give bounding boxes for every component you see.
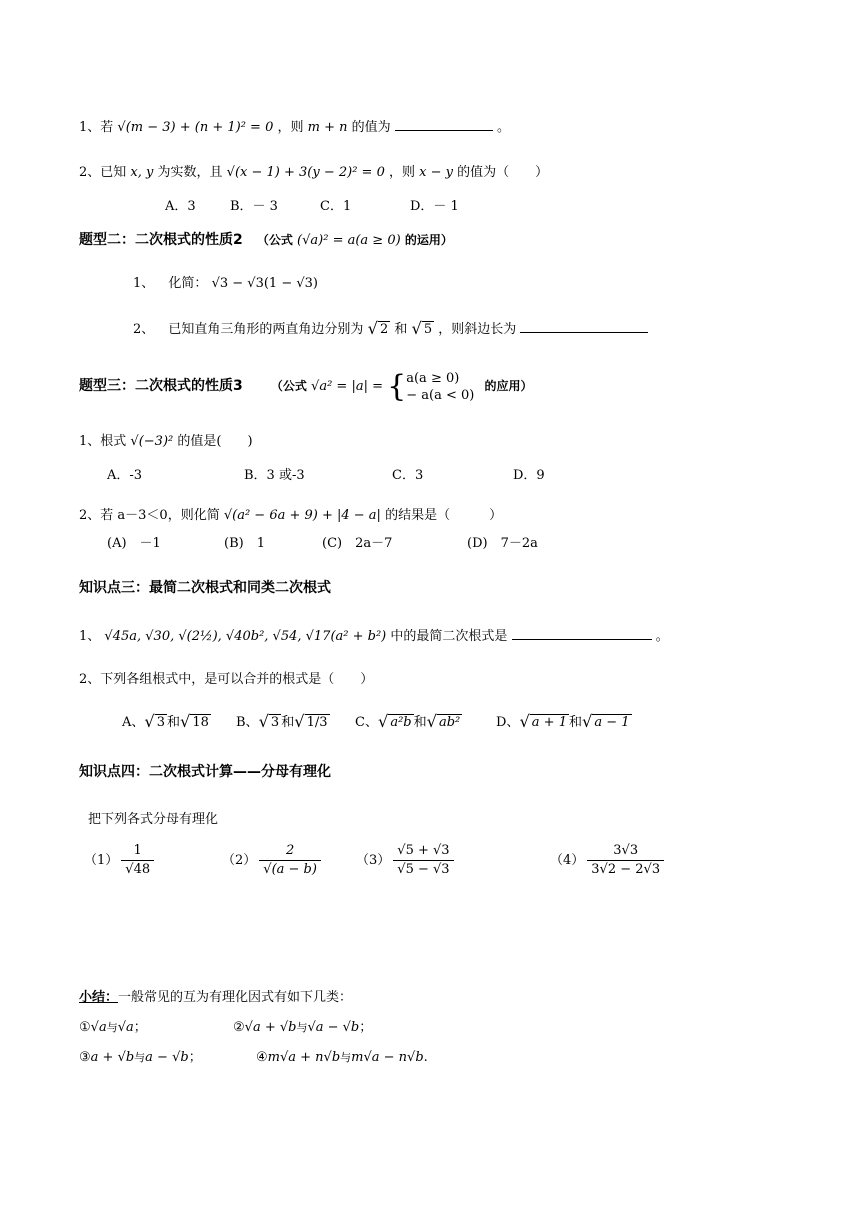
summary-item-2	[233, 1018, 372, 1038]
section-5-item-4	[550, 838, 667, 884]
question-2	[79, 163, 548, 183]
question-1-end: 。	[496, 120, 510, 135]
summary-item-with: 与	[296, 1021, 308, 1034]
option-label: B、	[236, 715, 259, 730]
section-3-question-2-option-a: (A) －1	[107, 536, 161, 551]
section-3-question-2	[79, 506, 502, 526]
option-label: A、	[122, 715, 145, 730]
summary-item-3	[79, 1048, 202, 1068]
section-3-question-1	[79, 432, 253, 452]
answer-blank[interactable]	[395, 118, 493, 131]
radicand: 3	[156, 714, 166, 730]
section-2-item-1-num: 1、	[133, 276, 155, 291]
section-2-item-2-radicand-1: 2	[379, 321, 389, 337]
section-2-title: 题型二：二次根式的性质2	[79, 232, 243, 248]
question-1-suffix: ，则	[277, 120, 304, 135]
summary-item-mark: ③	[79, 1050, 91, 1065]
section-2-item-2-tail: ，则斜边长为	[438, 322, 517, 337]
radical	[367, 318, 391, 338]
fraction-denominator: √5 − √3	[393, 860, 453, 878]
section-2-item-1-expr: √3 − √3(1 − √3)	[211, 276, 318, 291]
question-2-option-c: C．1	[320, 199, 352, 214]
radical-sign: √	[258, 711, 269, 731]
summary-item-a: √a	[90, 1020, 107, 1035]
radical	[411, 318, 435, 338]
summary-item-a: m√a + n√b	[267, 1050, 341, 1065]
case-1: a(a ≥ 0)	[406, 370, 460, 386]
item-label: （2）	[222, 853, 257, 868]
option-and: 和	[281, 715, 295, 730]
fraction-denominator: √(a − b)	[259, 860, 321, 878]
section-4-question-1-end: 。	[655, 629, 669, 644]
section-3-note-suffix: 的应用）	[484, 379, 533, 393]
section-4-question-1-list: √45a, √30, √(2½), √40b², √54, √17(a² + b²)	[104, 629, 387, 644]
radical-sign: √	[519, 711, 530, 731]
summary-item-mark: ④	[256, 1050, 268, 1065]
question-2-mid: 为实数，且	[157, 165, 223, 180]
radical-sign: √	[144, 711, 155, 731]
summary-heading	[79, 988, 352, 1008]
case-2: − a(a < 0)	[406, 387, 475, 403]
section-3-question-1-option-c: C．3	[392, 468, 424, 483]
section-2-item-2-and: 和	[394, 322, 408, 337]
section-3-question-2-option-c: (C) 2a－7	[322, 536, 393, 551]
summary-item-end: .	[423, 1050, 428, 1065]
summary-item-b: m√a − n√b	[351, 1050, 424, 1065]
section-4-option-b	[236, 713, 330, 733]
question-2-option-a: A．3	[165, 199, 196, 214]
summary-item-end: ；	[359, 1020, 373, 1035]
fraction-numerator: √5 + √3	[397, 843, 450, 859]
question-1-tail: 的值为	[351, 120, 391, 135]
section-3-question-2-tail: 的结果是（ ）	[385, 508, 503, 523]
question-2-suffix: ，则	[388, 165, 415, 180]
summary-item-mark: ①	[79, 1020, 91, 1035]
section-3-note-prefix: （公式	[270, 379, 307, 393]
section-5-instruction: 把下列各式分母有理化	[88, 812, 219, 827]
section-3-question-2-expr: √(a² − 6a + 9) + |4 − a|	[223, 508, 381, 523]
section-3-question-1-expr: √(−3)²	[130, 434, 174, 449]
fraction-numerator: 3√3	[613, 843, 639, 859]
section-2-heading	[79, 230, 453, 251]
section-4-question-2: 2、下列各组根式中，是可以合并的根式是（ ）	[79, 672, 374, 687]
fraction	[393, 843, 453, 877]
summary-item-4	[256, 1048, 428, 1068]
question-2-tail: 的值为（ ）	[457, 165, 549, 180]
section-3-question-1-prefix: 1、根式	[79, 434, 127, 449]
question-2-equation: √(x − 1) + 3(y − 2)² = 0	[226, 165, 385, 180]
summary-item-b: √a	[117, 1020, 134, 1035]
section-5-item-3	[356, 838, 457, 884]
radical-sign: √	[294, 711, 305, 731]
radical	[377, 711, 414, 731]
question-1-target: m + n	[307, 120, 348, 135]
item-label: （4）	[550, 853, 585, 868]
section-2-item-2-radicand-2: 5	[423, 321, 433, 337]
section-3-question-1-tail: 的值是( )	[177, 434, 253, 449]
item-label: （3）	[356, 853, 391, 868]
fraction	[587, 843, 664, 877]
question-2-target: x − y	[419, 165, 453, 180]
radical-sign: √	[426, 711, 437, 731]
answer-blank[interactable]	[520, 320, 648, 333]
radicand: a²b	[390, 714, 412, 730]
summary-title: 小结：	[79, 990, 119, 1005]
summary-item-mark: ②	[233, 1020, 245, 1035]
section-3-question-1-option-b: B．3 或-3	[244, 468, 305, 483]
summary-item-with: 与	[134, 1051, 146, 1064]
summary-item-with: 与	[106, 1021, 118, 1034]
section-3-title: 题型三：二次根式的性质3	[79, 378, 243, 394]
radical	[258, 711, 282, 731]
question-2-prefix: 2、已知	[79, 165, 127, 180]
summary-text: 一般常见的互为有理化因式有如下几类：	[118, 990, 353, 1005]
question-2-option-d: D．－ 1	[410, 199, 459, 214]
radicand: a − 1	[594, 714, 630, 730]
option-and: 和	[568, 715, 582, 730]
radicand: 3	[270, 714, 280, 730]
summary-item-b: √a − √b	[307, 1020, 360, 1035]
question-2-option-b: B．－ 3	[230, 199, 278, 214]
option-label: D、	[496, 715, 520, 730]
section-3-question-1-option-a: A．-3	[107, 468, 143, 483]
section-3-question-2-option-d: (D) 7－2a	[467, 536, 538, 551]
option-and: 和	[413, 715, 427, 730]
section-4-title: 知识点三：最简二次根式和同类二次根式	[79, 580, 331, 596]
section-5-item-1	[84, 838, 157, 884]
cases	[406, 370, 474, 404]
radical	[144, 711, 167, 731]
section-3-question-2-option-b: (B) 1	[224, 536, 265, 551]
section-4-option-c	[355, 713, 462, 733]
section-3-question-2-prefix: 2、若 a－3＜0，则化简	[79, 508, 220, 523]
summary-item-end: ；	[188, 1050, 202, 1065]
radicand: 18	[192, 714, 209, 730]
section-3-formula-left: √a² = |a| =	[311, 379, 383, 394]
option-and: 和	[167, 715, 181, 730]
radical	[180, 711, 211, 731]
summary-item-end: ；	[133, 1020, 147, 1035]
section-4-option-d	[496, 713, 632, 733]
summary-item-1	[79, 1018, 147, 1038]
radical-sign: √	[367, 318, 378, 338]
fraction	[259, 843, 321, 877]
section-2-note-suffix: 的运用）	[404, 233, 453, 247]
fraction-numerator: 2	[285, 843, 295, 859]
radical	[519, 711, 569, 731]
question-1	[79, 118, 510, 138]
summary-item-a: a + √b	[90, 1050, 135, 1065]
radicand: a + 1	[531, 714, 567, 730]
section-5-title: 知识点四：二次根式计算——分母有理化	[79, 764, 331, 780]
summary-item-b: a − √b	[145, 1050, 189, 1065]
radical-sign: √	[411, 318, 422, 338]
section-4-question-1-tail: 中的最简二次根式是	[390, 629, 508, 644]
option-label: C、	[355, 715, 378, 730]
fraction	[121, 843, 154, 877]
radical-sign: √	[377, 711, 389, 731]
section-2-formula: (√a)² = a(a ≥ 0)	[297, 233, 401, 248]
section-4-option-a	[122, 713, 211, 733]
cases-brace	[387, 370, 474, 404]
question-1-equation: √(m − 3) + (n + 1)² = 0	[117, 120, 274, 135]
radical-sign: √	[582, 711, 593, 731]
section-2-note-prefix: （公式	[256, 233, 293, 247]
radical	[426, 711, 463, 731]
radicand: ab²	[438, 714, 461, 730]
answer-blank[interactable]	[512, 627, 652, 640]
radicand: 1/3	[306, 714, 328, 730]
radical	[294, 711, 329, 731]
section-3-question-1-option-d: D．9	[513, 468, 545, 483]
section-2-item-2-num: 2、	[133, 322, 155, 337]
summary-item-a: √a + √b	[244, 1020, 297, 1035]
section-5-item-2	[222, 838, 324, 884]
fraction-denominator: √48	[121, 860, 154, 878]
item-label: （1）	[84, 853, 119, 868]
radical	[582, 711, 632, 731]
question-2-vars: x, y	[130, 165, 154, 180]
question-1-prefix: 1、若	[79, 120, 114, 135]
summary-item-with: 与	[340, 1051, 352, 1064]
section-2-item-1	[133, 274, 318, 294]
section-2-item-2	[133, 320, 648, 340]
section-2-item-2-text: 已知直角三角形的两直角边分别为	[168, 322, 364, 337]
radical-sign: √	[180, 711, 191, 731]
fraction-denominator: 3√2 − 2√3	[587, 860, 664, 878]
fraction-numerator: 1	[133, 843, 142, 859]
section-4-question-1-num: 1、	[79, 629, 101, 644]
brace-symbol: {	[387, 368, 407, 404]
section-2-item-1-text: 化简：	[168, 276, 208, 291]
section-4-question-1	[79, 627, 669, 647]
section-3-heading	[79, 368, 533, 405]
